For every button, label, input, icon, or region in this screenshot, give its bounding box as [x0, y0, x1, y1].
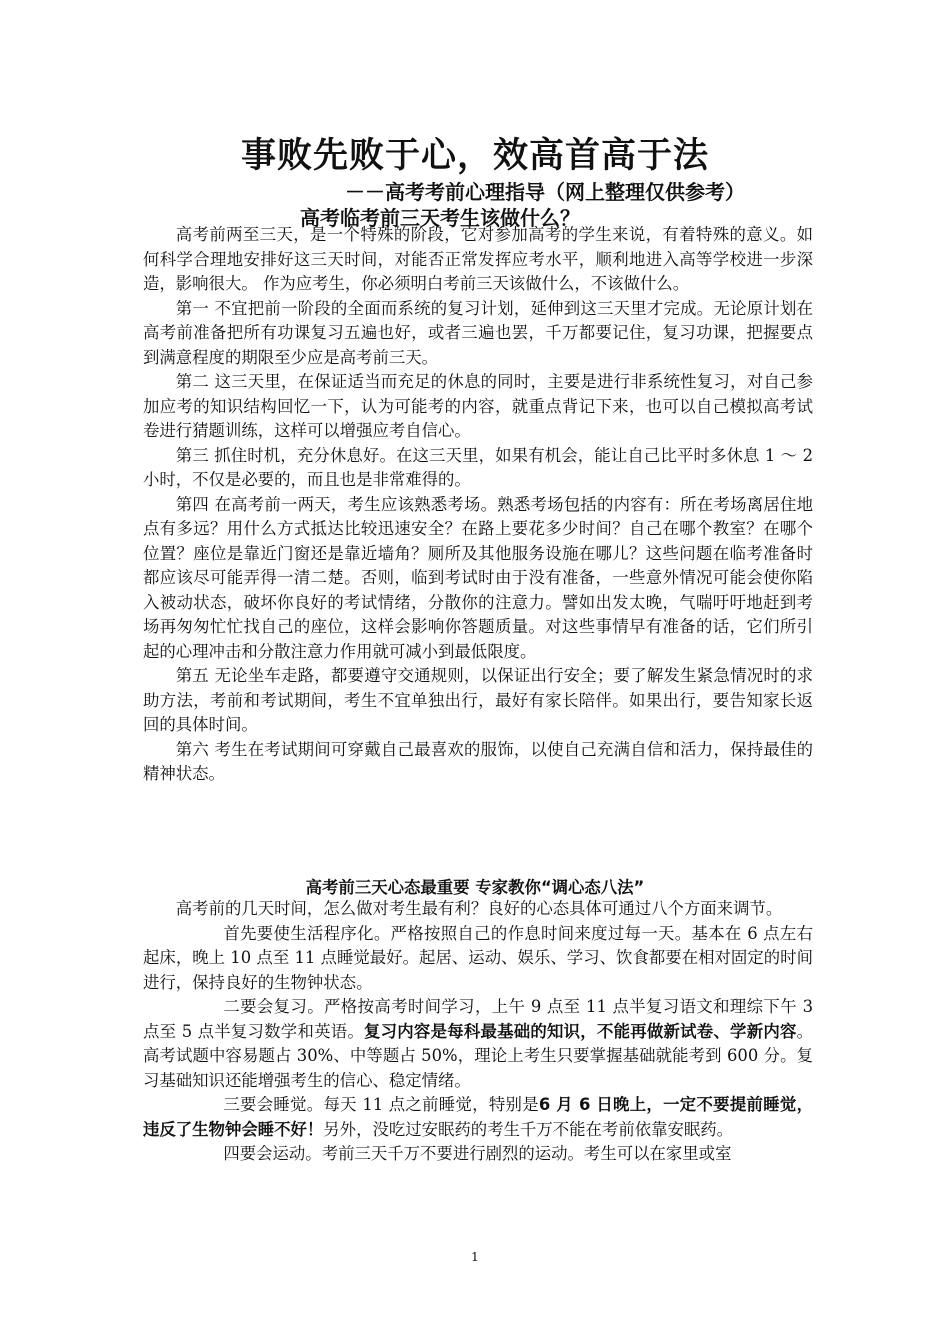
section1-body — [143, 223, 813, 787]
paragraph: 四要会运动。考前三天千万不要进行剧烈的运动。考生可以在家里或室 — [223, 1144, 732, 1163]
section2-body — [143, 897, 813, 1167]
paragraph: 第六 考生在考试期间可穿戴自己最喜欢的服饰，以使自己充满自信和活力，保持最佳的精神状态。 — [143, 739, 813, 783]
paragraph: 高考前两至三天，是一个特殊的阶段，它对参加高考的学生来说，有着特殊的意义。如何科学合理地安排好这三天时间，对能否正常发挥应考水平，顺利地进入高等学校进一步深造，影响很大。 作为应考生，你必须明白考前三天该做什么，不该做什么。 — [143, 225, 813, 293]
document-subtitle: －－高考考前心理指导（网上整理仅供参考） — [345, 180, 745, 204]
paragraph — [143, 995, 813, 1093]
paragraph: 第二 这三天里，在保证适当而充足的休息的同时，主要是进行非系统性复习，对自己参加应考的知识结构回忆一下，认为可能考的内容，就重点背记下来，也可以自己模拟高考试卷进行猜题训练，这样可以增强应考自信心。 — [143, 372, 813, 440]
emphasis-text: 复习内容是每科最基础的知识，不能再做新试卷、学新内容 — [364, 1021, 797, 1041]
paragraph: 第三 抓住时机，充分休息好。在这三天里，如果有机会，能让自己比平时多休息 1 ～ 2 小时，不仅是必要的，而且也是非常难得的。 — [143, 445, 813, 489]
paragraph-text: 。高考试题中容易题占 30%、中等题占 50%，理论上考生只要掌握基础就能考到 600 分。复习基础知识还能增强考生的信心、稳定情绪。 — [143, 1021, 814, 1090]
paragraph-text: 三要会睡觉。每天 11 点之前睡觉，特别是 — [223, 1095, 539, 1114]
paragraph: 第五 无论坐车走路，都要遵守交通规则，以保证出行安全；要了解发生紧急情况时的求助方法，考前和考试期间，考生不宜单独出行，最好有家长陪伴。如果出行，要告知家长返回的具体时间。 — [143, 666, 813, 734]
paragraph — [143, 1093, 813, 1142]
paragraph: 首先要使生活程序化。严格按照自己的作息时间来度过每一天。基本在 6 点左右起床，晚上 10 点至 11 点睡觉最好。起居、运动、娱乐、学习、饮食都要在相对固定的时间进行，保持良好的生物钟状态。 — [143, 923, 813, 992]
paragraph: 高考前的几天时间，怎么做对考生最有利？良好的心态具体可通过八个方面来调节。 — [175, 899, 783, 918]
paragraph-text: 二要会复习。严格按高考时间学习，上午 9 点至 11 点半复习语文和理综下午 3 点至 5 点半复习数学和英语。 — [143, 997, 813, 1041]
paragraph: 第四 在高考前一两天，考生应该熟悉考场。熟悉考场包括的内容有：所在考场离居住地点有多远？用什么方式抵达比较迅速安全？在路上要花多少时间？自己在哪个教室？在哪个位置？座位是靠近门窗还是靠近墙角？厕所及其他服务设施在哪儿？这些问题在临考准备时都应该尽可能弄得一清二楚。否则，临到考试时由于没有准备，一些意外情况可能会使你陷入被动状态，破坏你良好的考试情绪，分散你的注意力。譬如出发太晚，气喘吁吁地赶到考场再匆匆忙忙找自己的座位，这样会影响你答题质量。对这些事情早有准备的话，它们所引起的心理冲击和分散注意力作用就可减小到最低限度。 — [143, 494, 813, 661]
section2-heading: 高考前三天心态最重要 专家教你“调心态八法” — [305, 878, 645, 897]
paragraph-text: 另外，没吃过安眠药的考生千万不能在考前依靠安眠药。 — [323, 1119, 734, 1139]
section1-heading: 高考临考前三天考生该做什么？ — [300, 206, 580, 230]
document-title: 事败先败于心，效高首高于法 — [240, 136, 709, 176]
page-number: 1 — [471, 1250, 479, 1264]
paragraph: 第一 不宜把前一阶段的全面而系统的复习计划，延伸到这三天里才完成。无论原计划在高考前准备把所有功课复习五遍也好，或者三遍也罢，千万都要记住，复习功课，把握要点到满意程度的期限至少应是高考前三天。 — [143, 298, 813, 367]
emphasis-text: 6 月 6 日晚上，一定不要提前睡觉，违反了生物钟会睡不好！ — [143, 1095, 813, 1139]
